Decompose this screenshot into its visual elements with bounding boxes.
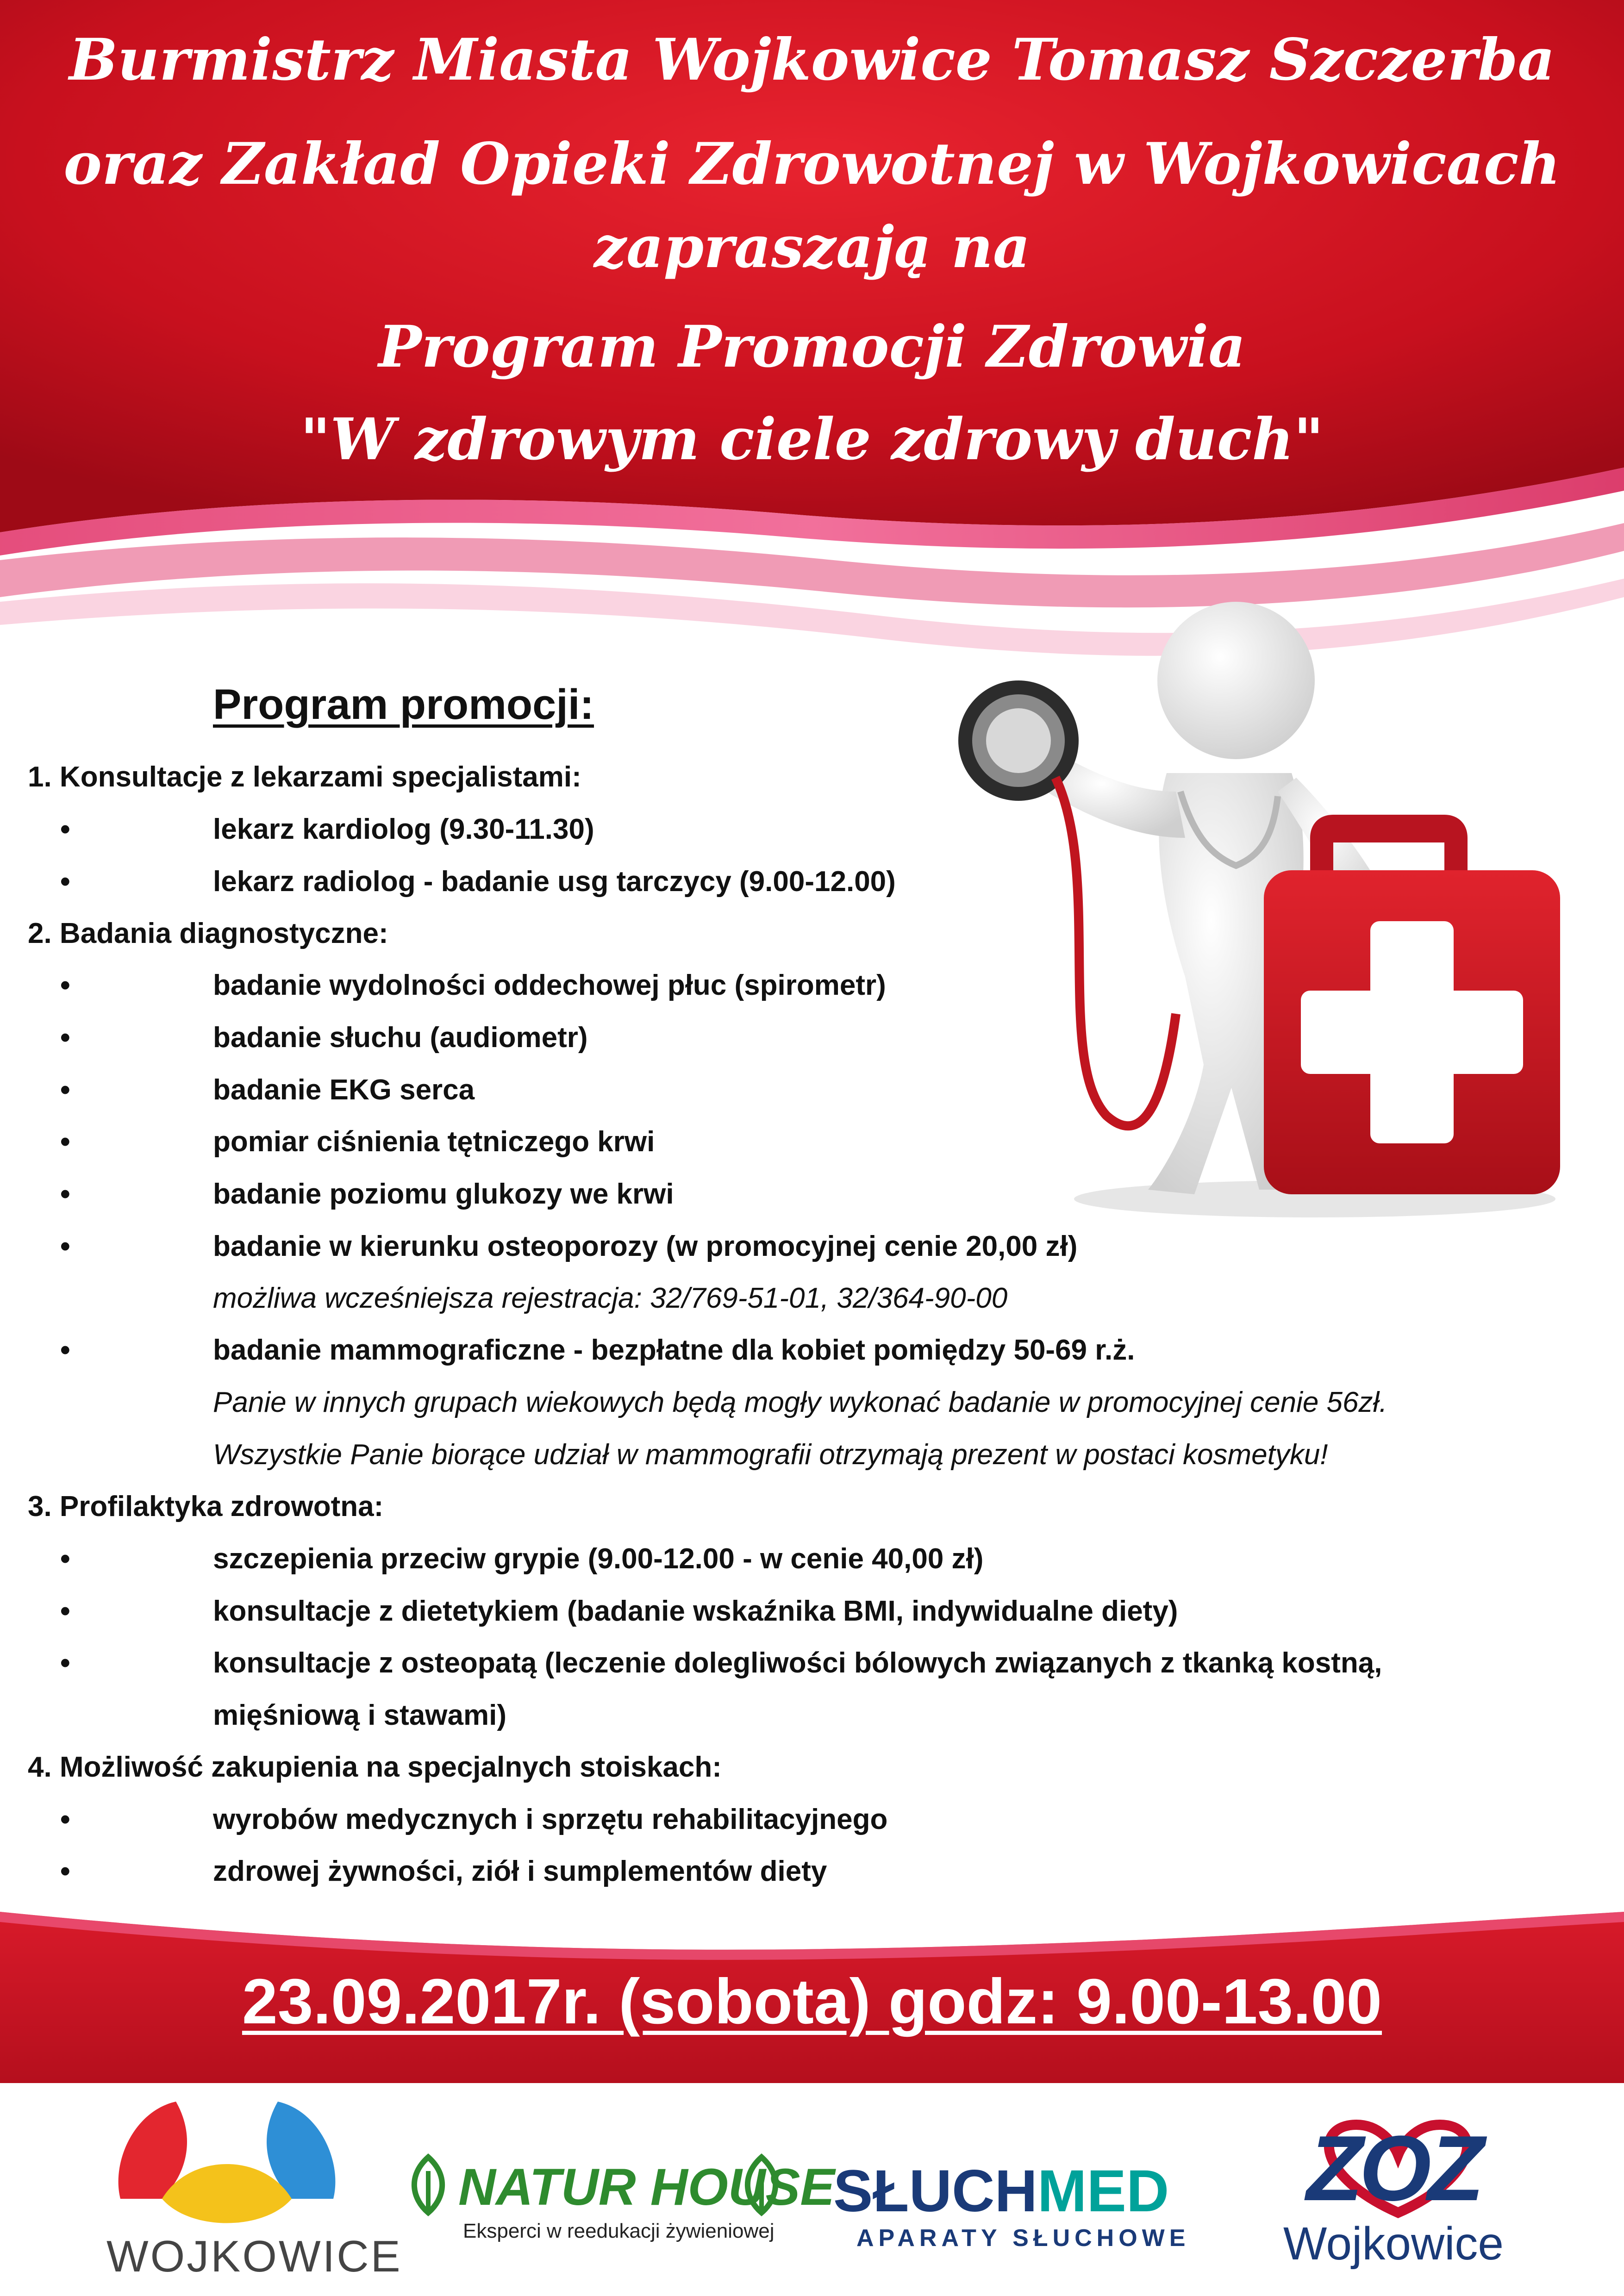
bullet: • bbox=[60, 1595, 70, 1627]
note-mammography-gift: Wszystkie Panie biorące udział w mammografii otrzymają prezent w postaci kosmetyku! bbox=[213, 1439, 1328, 1471]
zoz-town: Wojkowice bbox=[1283, 2218, 1504, 2270]
zoz-wojkowice-logo bbox=[1259, 2111, 1528, 2277]
section-2-title: 2. Badania diagnostyczne: bbox=[28, 917, 388, 949]
bullet: • bbox=[60, 969, 70, 1001]
event-date-time: 23.09.2017r. (sobota) godz: 9.00-13.00 bbox=[242, 1966, 1382, 2037]
section-3-title: 3. Profilaktyka zdrowotna: bbox=[28, 1491, 384, 1522]
header-line-2: oraz Zakład Opieki Zdrowotnej w Wojkowicach bbox=[63, 131, 1561, 198]
bullet: • bbox=[60, 1334, 70, 1366]
leaf-icon bbox=[403, 2152, 454, 2217]
list-item: badanie wydolności oddechowej płuc (spirometr) bbox=[213, 969, 886, 1001]
bullet: • bbox=[60, 1126, 70, 1158]
bullet: • bbox=[60, 1074, 70, 1106]
bullet: • bbox=[60, 1230, 70, 1262]
header-line-3: zapraszają na bbox=[593, 214, 1031, 281]
bullet: • bbox=[60, 813, 70, 845]
bullet: • bbox=[60, 866, 70, 898]
list-item: lekarz radiolog - badanie usg tarczycy (9.00-12.00) bbox=[213, 866, 896, 898]
naturhouse-tagline: Eksperci w reedukacji żywieniowej bbox=[463, 2220, 775, 2242]
list-item: badanie mammograficzne - bezpłatne dla kobiet pomiędzy 50-69 r.ż. bbox=[213, 1334, 1135, 1366]
bullet: • bbox=[60, 1855, 70, 1887]
section-1-title: 1. Konsultacje z lekarzami specjalistami: bbox=[28, 761, 581, 793]
sluchmed-name-part-2: MED bbox=[1037, 2158, 1169, 2224]
list-item: pomiar ciśnienia tętniczego krwi bbox=[213, 1126, 655, 1158]
list-item: lekarz kardiolog (9.30-11.30) bbox=[213, 813, 594, 845]
list-item: wyrobów medycznych i sprzętu rehabilitacyjnego bbox=[213, 1803, 888, 1835]
list-item: badanie EKG serca bbox=[213, 1074, 475, 1106]
note-mammography-price: Panie w innych grupach wiekowych będą mogły wykonać badanie w promocyjnej cenie 56zł. bbox=[213, 1386, 1387, 1418]
bullet: • bbox=[60, 1543, 70, 1575]
doctor-figure-with-first-aid-kit-illustration bbox=[907, 597, 1602, 1227]
list-item: zdrowej żywności, ziół i sumplementów diety bbox=[213, 1855, 827, 1887]
list-item: konsultacje z dietetykiem (badanie wskaźnika BMI, indywidualne diety) bbox=[213, 1595, 1178, 1627]
header-banner bbox=[0, 0, 1624, 685]
program-heading: Program promocji: bbox=[213, 681, 594, 728]
list-item-continuation: mięśniową i stawami) bbox=[213, 1699, 506, 1731]
header-line-5: "W zdrowym ciele zdrowy duch" bbox=[300, 406, 1324, 473]
zoz-mark: ZOZ bbox=[1306, 2117, 1480, 2220]
wojkowice-logo bbox=[106, 2092, 402, 2287]
wojkowice-mark-icon bbox=[106, 2092, 347, 2231]
header-line-4: Program Promocji Zdrowia bbox=[378, 313, 1246, 381]
wojkowice-logo-text: WOJKOWICE bbox=[106, 2232, 402, 2281]
naturhouse-name: NATUR HOUSE bbox=[458, 2158, 835, 2216]
list-item: badanie słuchu (audiometr) bbox=[213, 1022, 588, 1054]
sluchmed-tagline: APARATY SŁUCHOWE bbox=[856, 2225, 1190, 2252]
sluchmed-logo bbox=[833, 2157, 1190, 2252]
bullet: • bbox=[60, 1647, 70, 1679]
section-4-title: 4. Możliwość zakupienia na specjalnych stoiskach: bbox=[28, 1751, 722, 1783]
header-line-1: Burmistrz Miasta Wojkowice Tomasz Szczerba bbox=[69, 26, 1555, 94]
sluchmed-name-part-1: SŁUCH bbox=[833, 2158, 1037, 2224]
bullet: • bbox=[60, 1022, 70, 1054]
list-item: szczepienia przeciw grypie (9.00-12.00 - w cenie 40,00 zł) bbox=[213, 1543, 984, 1575]
list-item: badanie w kierunku osteoporozy (w promocyjnej cenie 20,00 zł) bbox=[213, 1230, 1078, 1262]
sluchmed-name bbox=[833, 2157, 1169, 2225]
bullet: • bbox=[60, 1803, 70, 1835]
note-registration: możliwa wcześniejsza rejestracja: 32/769-51-01, 32/364-90-00 bbox=[213, 1282, 1008, 1314]
list-item: konsultacje z osteopatą (leczenie dolegliwości bólowych związanych z tkanką kostną, bbox=[213, 1647, 1382, 1679]
list-item: badanie poziomu glukozy we krwi bbox=[213, 1178, 674, 1210]
naturhouse-logo bbox=[403, 2148, 835, 2250]
bullet: • bbox=[60, 1178, 70, 1210]
